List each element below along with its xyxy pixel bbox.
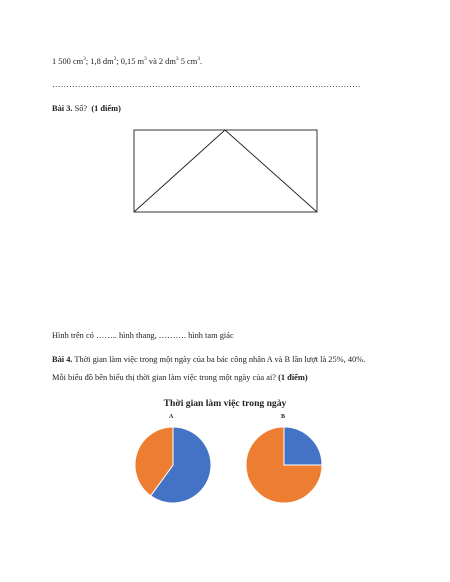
bai4-points: (1 điểm) (278, 373, 308, 382)
answer-dots: ……………………………………………………………………………………………… (52, 80, 361, 89)
figure-right-diagonal (225, 130, 317, 212)
figure-rectangle (134, 130, 317, 212)
bai4-heading (52, 355, 365, 364)
bai3-heading (52, 104, 121, 113)
bai3-label: Bài 3. (52, 104, 73, 113)
bai4-label: Bài 4. (52, 355, 73, 364)
pie-label-b: B (281, 414, 286, 420)
pie-chart-a (133, 425, 213, 505)
bai3-points: (1 điểm) (91, 104, 121, 113)
pie-label-a: A (169, 414, 174, 420)
pie-chart-b (244, 425, 324, 505)
bai4-question: Mỗi biểu đồ bên biểu thị thời gian làm việc trong một ngày của ai? (1 điểm) (52, 373, 308, 382)
bai3-answer-line: Hình trên có …….. hình thang, ………. hình tam giác (52, 331, 234, 340)
rectangle-triangle-figure (133, 128, 319, 214)
bai3-text: Số? (72, 104, 88, 113)
figure-left-diagonal (134, 130, 225, 212)
bai4-text: Thời gian làm việc trong một ngày của ba bác công nhân A và B lần lượt là 25%, 40%. (72, 355, 366, 364)
unit-list-line: 1 500 $cm^3$; 1,8 $dm^3$; 0,15 $m^3$ và 2 $dm^3$ 5 $cm^3$. (52, 56, 203, 66)
chart-title: Thời gian làm việc trong ngày (163, 398, 287, 409)
pie-b-slice-blue (284, 427, 322, 465)
